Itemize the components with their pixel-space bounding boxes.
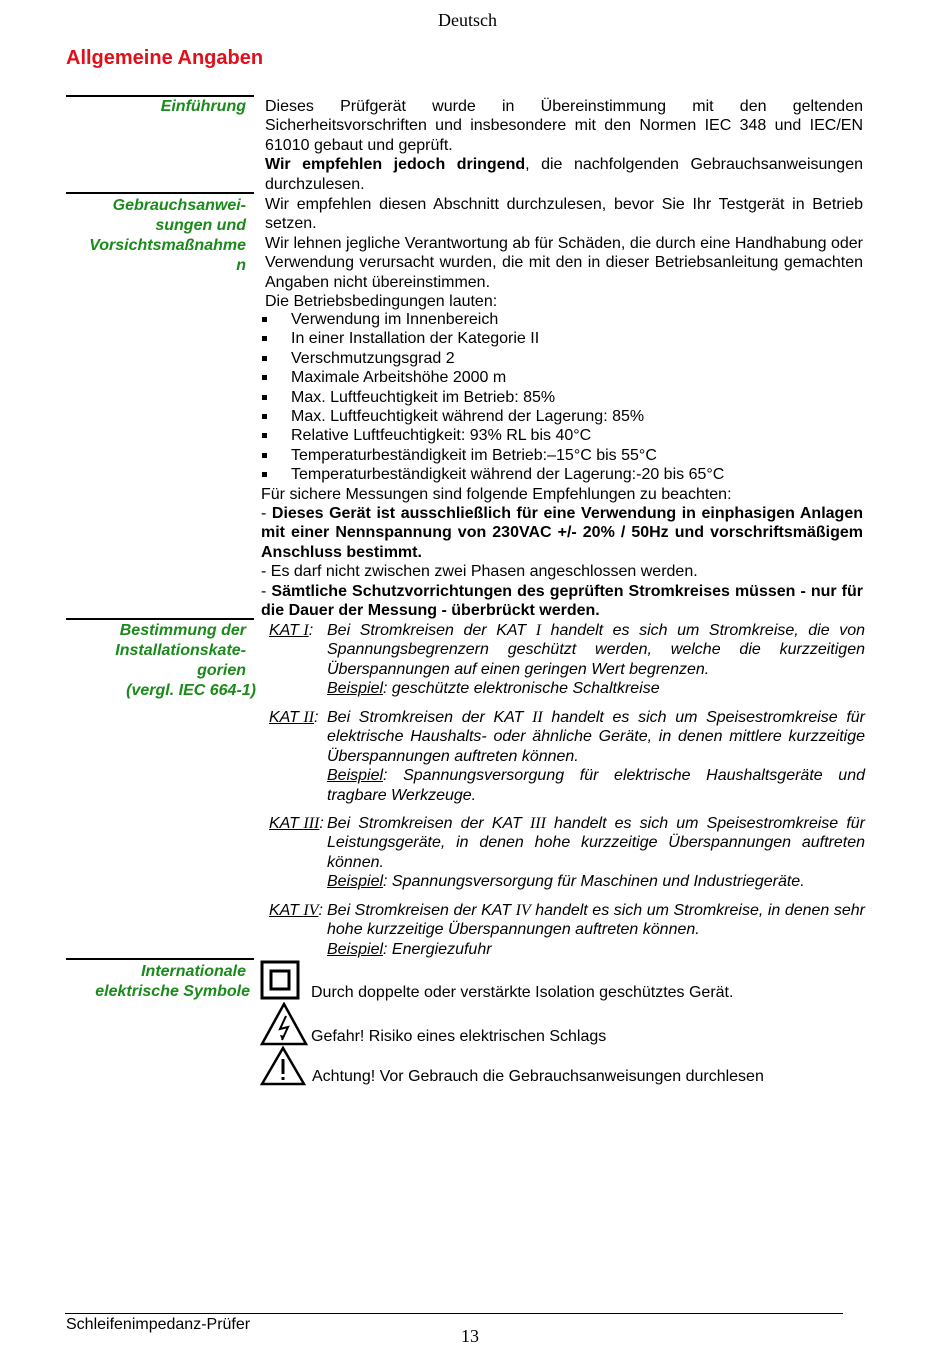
- category-kat-2-description: [327, 708, 865, 766]
- recommendation-1-bold: Dieses Gerät ist ausschließlich für eine Verwendung in einphasigen Anlagen mit einer Nennspannung von 230VAC +/- 20% / 50Hz und vorschriftsmäßigem Anschluss bestimmt.: [261, 505, 863, 561]
- recommendation-3-bold: Sämtliche Schutzvorrichtungen des geprüften Stromkreises müssen - nur für die Dauer der Messung - überbrückt werden.: [261, 582, 863, 620]
- category-kat-3-roman-inline: III: [529, 815, 546, 832]
- category-kat-1-roman: I: [303, 622, 309, 639]
- list-item: Maximale Arbeitshöhe 2000 m: [261, 368, 863, 387]
- category-kat-2-example: [327, 766, 865, 805]
- usage-text: [265, 195, 863, 311]
- category-kat-4-head: [269, 901, 323, 920]
- category-kat-1-example: [327, 679, 865, 698]
- category-kat-2-body: [327, 708, 865, 805]
- page-title: Allgemeine Angaben: [66, 47, 264, 69]
- category-kat-3-sep: :: [319, 815, 324, 832]
- category-kat-1-body: [327, 621, 865, 699]
- recommendation-1: [261, 504, 863, 562]
- category-kat-2-sep: :: [314, 709, 319, 726]
- category-kat-2-roman-inline: II: [532, 709, 543, 726]
- category-kat-2-head: [269, 708, 318, 727]
- list-item: Temperaturbeständigkeit im Betrieb:–15°C bis 55°C: [261, 446, 863, 465]
- section-label-usage-line: Vorsichtsmaßnahme: [89, 237, 246, 254]
- category-kat-1-text-a: Bei Stromkreisen der KAT: [327, 622, 536, 639]
- recommendations-intro: Für sichere Messungen sind folgende Empfehlungen zu beachten:: [261, 485, 732, 503]
- section-divider-categories: [66, 618, 254, 620]
- list-item: In einer Installation der Kategorie II: [261, 329, 863, 348]
- category-kat-4-text-a: Bei Stromkreisen der KAT: [327, 902, 516, 919]
- category-kat-3-example-text: : Spannungsversorgung für Maschinen und Industriegeräte.: [383, 873, 805, 891]
- caution-warning-icon: [260, 1046, 306, 1086]
- category-kat-1-sep: :: [308, 622, 314, 639]
- usage-paragraph-2: Wir lehnen jegliche Verantwortung ab für Schäden, die durch eine Handhabung oder Verwendung verursacht wurden, die mit den in dieser Betriebsanleitung gemachten Angaben nicht übereinstimmen.: [265, 234, 863, 291]
- symbol-text: Durch doppelte oder verstärkte Isolation geschütztes Gerät.: [311, 984, 734, 1001]
- list-item: Verschmutzungsgrad 2: [261, 349, 863, 368]
- list-item: Max. Luftfeuchtigkeit im Betrieb: 85%: [261, 388, 863, 407]
- category-kat-1-text-b: handelt es sich um Stromkreise, die von Spannungsbegrenzern geschützt werden, welche die kurzzeitigen Überspannungen auf einen geringen Wert begrenzen.: [327, 622, 865, 678]
- list-item: Temperaturbeständigkeit während der Lagerung:-20 bis 65°C: [261, 465, 863, 484]
- section-label-symbols-line: elektrische Symbole: [95, 983, 250, 1000]
- category-kat-4-body: [327, 901, 865, 959]
- category-kat-3-text-b: handelt es sich um Speisestromkreise für Leistungsgeräte, in denen hohe kurzzeitige Überspannungen auftreten können.: [327, 815, 866, 871]
- category-kat-2-example-label: Beispiel: [327, 767, 384, 785]
- category-kat-4-example-label: Beispiel: [327, 940, 384, 958]
- section-label-categories-line: gorien: [197, 662, 246, 679]
- section-divider-symbols: [66, 958, 254, 960]
- section-label-usage-line: n: [236, 257, 246, 274]
- category-kat-4-sep: :: [318, 902, 323, 919]
- symbol-row-caution: [260, 1046, 764, 1091]
- category-kat-2-text-a: Bei Stromkreisen der KAT: [327, 709, 533, 726]
- section-label-categories: [66, 621, 256, 701]
- category-kat-4-roman-inline: IV: [515, 902, 531, 919]
- category-kat-1: [269, 621, 865, 699]
- section-label-intro: Einführung: [160, 98, 246, 115]
- category-kat-2-text-b: handelt es sich um Speisestromkreise für elektrische Haushalts- oder ähnliche Geräte, in denen mittlere kurzzeitige Überspannungen auftreten können.: [327, 709, 865, 765]
- section-label-usage-line: sungen und: [155, 217, 246, 234]
- symbol-text: Gefahr! Risiko eines elektrischen Schlags: [311, 1028, 607, 1045]
- category-kat-4-label: KAT: [269, 902, 304, 919]
- category-kat-4-example: [327, 940, 865, 959]
- category-kat-1-example-text: : geschützte elektronische Schaltkreise: [383, 680, 660, 698]
- page-header-language: Deutsch: [438, 10, 497, 30]
- conditions-block: [261, 310, 863, 621]
- list-item: Relative Luftfeuchtigkeit: 93% RL bis 40°C: [261, 426, 863, 445]
- category-kat-1-description: [327, 621, 865, 679]
- recommendation-3: [261, 582, 863, 621]
- category-kat-4-roman: IV: [303, 902, 319, 919]
- double-insulation-icon: [260, 960, 300, 1000]
- category-kat-3-head: [269, 814, 324, 833]
- category-kat-3-example-label: Beispiel: [327, 873, 384, 891]
- recommendation-3-prefix: -: [261, 582, 272, 600]
- category-kat-3: [269, 814, 865, 892]
- footer-product-name: Schleifenimpedanz-Prüfer: [66, 1316, 251, 1333]
- section-label-usage-line: Gebrauchsanwei-: [112, 197, 246, 214]
- category-kat-4-description: [327, 901, 865, 940]
- category-kat-3-text-a: Bei Stromkreisen der KAT: [327, 815, 530, 832]
- category-kat-2: [269, 708, 865, 805]
- list-item: Verwendung im Innenbereich: [261, 310, 863, 329]
- category-kat-4-example-text: : Energiezufuhr: [383, 940, 492, 958]
- symbol-row-double-insulation: [260, 960, 734, 1005]
- symbol-text: Achtung! Vor Gebrauch die Gebrauchsanweisungen durchlesen: [312, 1068, 764, 1085]
- section-label-categories-line: Bestimmung der: [119, 622, 246, 639]
- category-kat-4-text-b: handelt es sich um Stromkreise, in denen sehr hohe kurzzeitige Überspannungen auftreten können.: [327, 902, 865, 939]
- recommendation-1-prefix: -: [261, 505, 272, 523]
- intro-recommendation: [265, 155, 863, 194]
- intro-paragraph: Dieses Prüfgerät wurde in Übereinstimmung mit den geltenden Sicherheitsvorschriften und insbesondere mit den Normen IEC 348 und IEC/EN 61010 gebaut und geprüft.: [265, 98, 863, 154]
- conditions-list: [261, 310, 863, 485]
- category-kat-2-example-text: : Spannungsversorgung für elektrische Haushaltsgeräte und tragbare Werkzeuge.: [327, 767, 865, 804]
- category-kat-1-example-label: Beispiel: [327, 680, 384, 698]
- category-kat-2-roman: II: [303, 709, 315, 726]
- category-kat-2-label: KAT: [269, 709, 304, 726]
- category-kat-3-body: [327, 814, 865, 892]
- section-label-symbols: [66, 962, 250, 1002]
- section-label-categories-line: (vergl. IEC 664-1): [126, 682, 256, 699]
- electric-shock-warning-icon: [260, 1002, 308, 1046]
- section-divider-usage: [66, 192, 254, 194]
- intro-text: [265, 97, 863, 194]
- intro-recommendation-rest: , die nachfolgenden Gebrauchsanweisungen durchzulesen.: [265, 156, 863, 193]
- category-kat-1-roman-inline: I: [535, 622, 542, 639]
- category-kat-1-head: [269, 621, 313, 640]
- section-label-symbols-line: Internationale: [141, 963, 246, 980]
- section-label-usage: [66, 196, 246, 276]
- category-kat-3-roman: III: [303, 815, 320, 832]
- category-kat-3-example: [327, 872, 865, 891]
- section-label-categories-line: Installationskate-: [115, 642, 246, 659]
- category-kat-4: [269, 901, 865, 959]
- page-number: 13: [461, 1326, 479, 1346]
- usage-paragraph-1: Wir empfehlen diesen Abschnitt durchzulesen, bevor Sie Ihr Testgerät in Betrieb setzen.: [265, 196, 863, 233]
- footer-divider: [65, 1313, 843, 1314]
- intro-recommendation-bold: Wir empfehlen jedoch dringend: [265, 156, 526, 174]
- category-kat-3-label: KAT: [269, 815, 304, 832]
- list-item: Max. Luftfeuchtigkeit während der Lagerung: 85%: [261, 407, 863, 426]
- conditions-intro: Die Betriebsbedingungen lauten:: [265, 293, 498, 311]
- category-kat-1-label: KAT: [269, 622, 304, 639]
- category-kat-3-description: [327, 814, 865, 872]
- recommendation-2: - Es darf nicht zwischen zwei Phasen angeschlossen werden.: [261, 563, 698, 581]
- symbol-row-electric-shock: [260, 1002, 607, 1051]
